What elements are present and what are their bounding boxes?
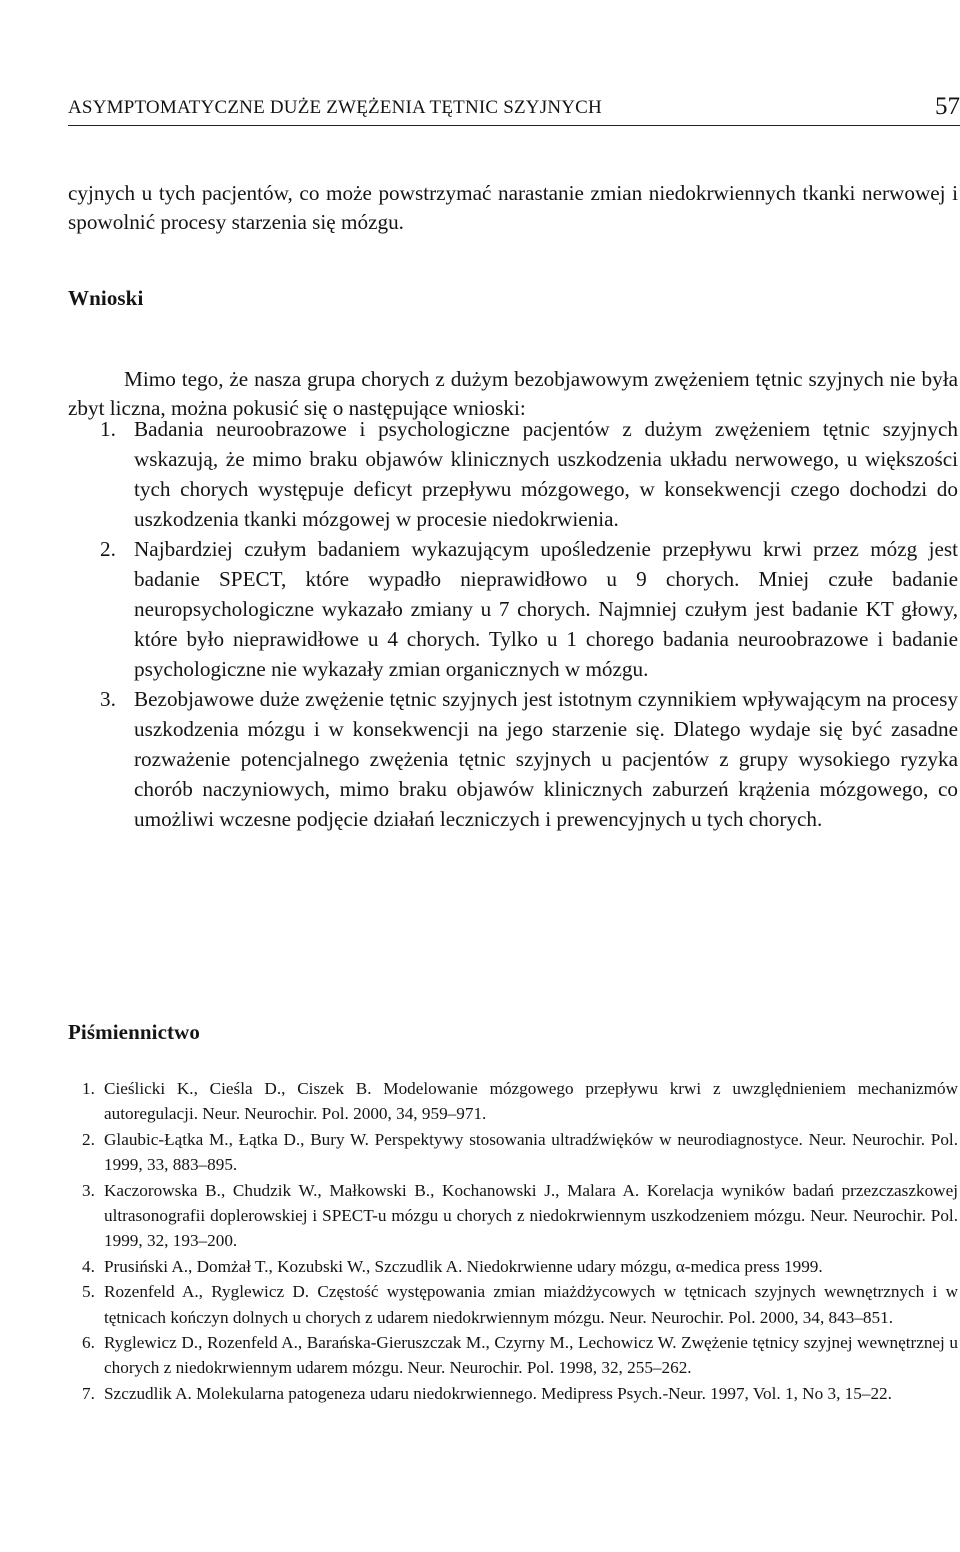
reference-text: Glaubic-Łątka M., Łątka D., Bury W. Perspektywy stosowania ultradźwięków w neurodiagnostyce. Neur. Neurochir. Pol. 1999, 33, 883–895.	[104, 1129, 958, 1175]
reference-number: 6.	[82, 1333, 95, 1353]
reference-text: Rozenfeld A., Ryglewicz D. Częstość występowania zmian miażdżycowych w tętnicach szyjnych wewnętrznych i w tętnicach kończyn dolnych u chorych z udarem niedokrwiennym mózgu. Neur. Neurochir. Pol. 2000, 34, 843–851.	[104, 1282, 958, 1327]
reference-item	[82, 1330, 958, 1381]
running-title: ASYMPTOMATYCZNE DUŻE ZWĘŻENIA TĘTNIC SZYJNYCH	[68, 97, 602, 118]
reference-number: 4.	[82, 1256, 95, 1276]
reference-item	[82, 1254, 958, 1279]
conclusions-lead-paragraph: Mimo tego, że nasza grupa chorych z dużym bezobjawowym zwężeniem tętnic szyjnych nie była zbyt liczna, można pokusić się o następujące wnioski:	[68, 367, 958, 421]
references-list	[82, 1076, 958, 1406]
conclusion-text: Badania neuroobrazowe i psychologiczne pacjentów z dużym zwężeniem tętnic szyjnych wskazują, że mimo braku objawów klinicznych uszkodzenia układu nerwowego, u większości tych chorych występuje deficyt przepływu mózgowego, w konsekwencji czego dochodzi do uszkodzenia tkanki mózgowej w procesie niedokrwienia.	[134, 417, 958, 531]
reference-number: 5.	[82, 1282, 95, 1302]
conclusion-item	[100, 414, 958, 534]
reference-number: 3.	[82, 1180, 95, 1200]
conclusion-number: 3.	[100, 687, 116, 711]
reference-text: Prusiński A., Domżał T., Kozubski W., Szczudlik A. Niedokrwienne udary mózgu, α-medica press 1999.	[104, 1256, 823, 1276]
reference-text: Kaczorowska B., Chudzik W., Małkowski B., Kochanowski J., Malara A. Korelacja wyników badań przezczaszkowej ultrasonografii doplerowskiej i SPECT-u mózgu u chorych z niedokrwiennym uszkodzeniem mózgu. Neur. Neurochir. Pol. 1999, 32, 193–200.	[104, 1180, 958, 1251]
reference-number: 1.	[82, 1079, 95, 1098]
conclusion-number: 1.	[100, 417, 116, 441]
conclusion-text: Najbardziej czułym badaniem wykazującym upośledzenie przepływu krwi przez mózg jest badanie SPECT, które wypadło nieprawidłowo u 9 chorych. Mniej czułe badanie neuropsychologiczne wykazało zmiany u 7 chorych. Najmniej czułym jest badanie KT głowy, które było nieprawidłowe u 4 chorych. Tylko u 1 chorego badania neuroobrazowe i badanie psychologiczne nie wykazały zmian organicznych w mózgu.	[134, 537, 958, 681]
conclusion-item	[100, 684, 958, 834]
running-header	[68, 95, 960, 126]
page-number: 57	[935, 93, 960, 120]
reference-text: Cieślicki K., Cieśla D., Ciszek B. Modelowanie mózgowego przepływu krwi z uwzględnieniem mechanizmów autoregulacji. Neur. Neurochir. Pol. 2000, 34, 959–971.	[104, 1079, 958, 1124]
conclusion-text: Bezobjawowe duże zwężenie tętnic szyjnych jest istotnym czynnikiem wpływającym na procesy uszkodzenia mózgu i w konsekwencji na jego starzenie się. Dlatego wydaje się być zasadne rozważenie potencjalnego zwężenia tętnic szyjnych u pacjentów z grupy wysokiego ryzyka chorób naczyniowych, mimo braku objawów klinicznych zaburzeń krążenia mózgowego, co umożliwi wczesne podjęcie działań leczniczych i prewencyjnych u tych chorych.	[134, 687, 958, 831]
conclusion-number: 2.	[100, 537, 116, 561]
reference-item	[82, 1381, 958, 1406]
intro-paragraph: cyjnych u tych pacjentów, co może powstrzymać narastanie zmian niedokrwiennych tkanki nerwowej i spowolnić procesy starzenia się mózgu.	[68, 181, 958, 235]
reference-number: 7.	[82, 1383, 95, 1403]
reference-item	[82, 1076, 958, 1127]
reference-item	[82, 1178, 958, 1254]
reference-item	[82, 1279, 958, 1330]
reference-item	[82, 1127, 958, 1178]
reference-text: Szczudlik A. Molekularna patogeneza udaru niedokrwiennego. Medipress Psych.-Neur. 1997, Vol. 1, No 3, 15–22.	[104, 1383, 892, 1403]
section-heading-conclusions: Wnioski	[68, 286, 144, 310]
conclusion-item	[100, 534, 958, 684]
conclusions-list	[100, 414, 958, 834]
reference-text: Ryglewicz D., Rozenfeld A., Barańska-Gieruszczak M., Czyrny M., Lechowicz W. Zwężenie tętnicy szyjnej wewnętrznej u chorych z niedokrwiennym udarem mózgu. Neur. Neurochir. Pol. 1998, 32, 255–262.	[104, 1333, 958, 1378]
section-heading-references: Piśmiennictwo	[68, 1020, 200, 1044]
reference-number: 2.	[82, 1129, 95, 1149]
